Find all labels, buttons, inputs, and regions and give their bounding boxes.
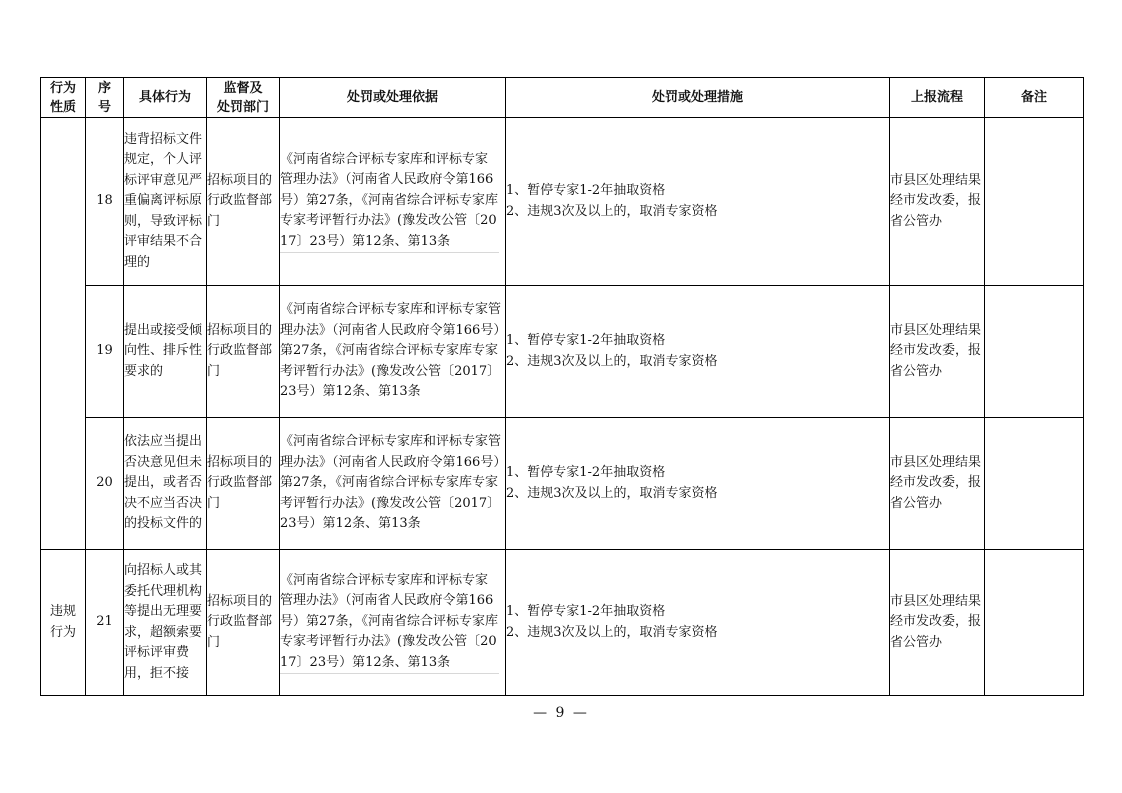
row-behavior: 依法应当提出否决意见但未提出，或者否决不应当否决的投标文件的 [124, 418, 207, 550]
row-process: 市县区处理结果经市发改委，报省公管办 [890, 550, 985, 696]
row-measures: 1、暂停专家1-2年抽取资格 2、违规3次及以上的，取消专家资格 [506, 286, 890, 418]
table-row [41, 286, 1084, 418]
nature-cell: 违规 行为 [41, 550, 86, 696]
row-basis: 《河南省综合评标专家库和评标专家管理办法》（河南省人民政府令第166号）第27条，《河南省综合评标专家库专家考评暂行办法》(豫发改公管〔2017〕23号）第12条、第13条 [280, 286, 506, 418]
row-process: 市县区处理结果经市发改委，报省公管办 [890, 418, 985, 550]
regulation-table [40, 77, 1084, 696]
header-row [41, 78, 1084, 118]
row-dept: 招标项目的行政监督部门 [207, 118, 280, 286]
row-measures: 1、暂停专家1-2年抽取资格 2、违规3次及以上的，取消专家资格 [506, 418, 890, 550]
header-dept: 监督及 处罚部门 [207, 78, 280, 118]
header-basis: 处罚或处理依据 [280, 78, 506, 118]
row-seq: 19 [86, 286, 124, 418]
row-remark [985, 118, 1084, 286]
row-process: 市县区处理结果经市发改委，报省公管办 [890, 118, 985, 286]
row-process: 市县区处理结果经市发改委，报省公管办 [890, 286, 985, 418]
row-seq: 18 [86, 118, 124, 286]
row-basis: 《河南省综合评标专家库和评标专家管理办法》（河南省人民政府令第166号）第27条，《河南省综合评标专家库专家考评暂行办法》(豫发改公管〔2017〕23号）第12条、第13条 [280, 418, 506, 550]
row-seq: 20 [86, 418, 124, 550]
header-behavior: 具体行为 [124, 78, 207, 118]
header-measures: 处罚或处理措施 [506, 78, 890, 118]
row-dept: 招标项目的行政监督部门 [207, 550, 280, 696]
header-remark: 备注 [985, 78, 1084, 118]
row-dept: 招标项目的行政监督部门 [207, 418, 280, 550]
row-dept: 招标项目的行政监督部门 [207, 286, 280, 418]
nature-cell-empty [41, 118, 86, 550]
row-remark [985, 550, 1084, 696]
row-measures: 1、暂停专家1-2年抽取资格 2、违规3次及以上的，取消专家资格 [506, 550, 890, 696]
row-seq: 21 [86, 550, 124, 696]
table-row [41, 550, 1084, 696]
row-behavior: 向招标人或其委托代理机构等提出无理要求，超额索要评标评审费用，拒不接 [124, 550, 207, 696]
row-remark [985, 286, 1084, 418]
row-behavior: 违背招标文件规定，个人评标评审意见严重偏离评标原则，导致评标评审结果不合理的 [124, 118, 207, 286]
table-row [41, 418, 1084, 550]
row-behavior: 提出或接受倾向性、排斥性要求的 [124, 286, 207, 418]
header-seq: 序 号 [86, 78, 124, 118]
page-number: — 9 — [533, 705, 589, 721]
row-measures: 1、暂停专家1-2年抽取资格 2、违规3次及以上的，取消专家资格 [506, 118, 890, 286]
row-basis: 《河南省综合评标专家库和评标专家管理办法》（河南省人民政府令第166号）第27条，《河南省综合评标专家库专家考评暂行办法》(豫发改公管〔2017〕23号）第12条、第13条 [280, 118, 506, 286]
header-process: 上报流程 [890, 78, 985, 118]
header-nature: 行为 性质 [41, 78, 86, 118]
row-basis: 《河南省综合评标专家库和评标专家管理办法》（河南省人民政府令第166号）第27条，《河南省综合评标专家库专家考评暂行办法》(豫发改公管〔2017〕23号）第12条、第13条 [280, 550, 506, 696]
row-remark [985, 418, 1084, 550]
table-row [41, 118, 1084, 286]
